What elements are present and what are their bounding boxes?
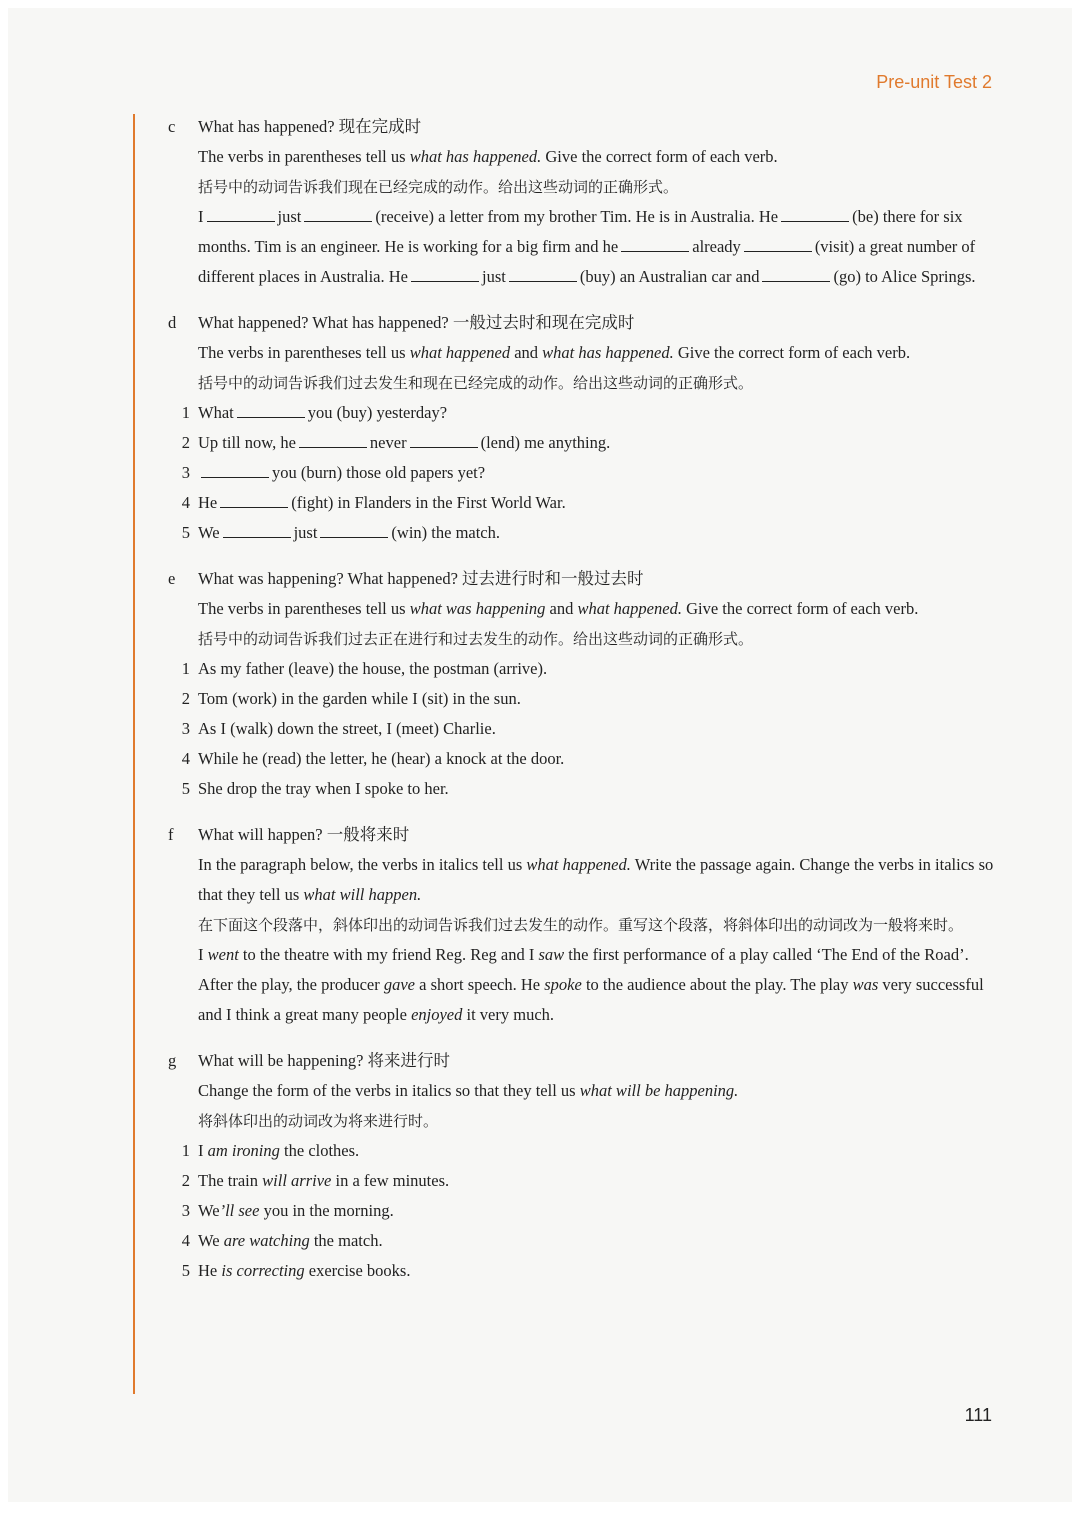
section-instruction: Change the form of the verbs in italics so that they tell us what will be happening.	[198, 1081, 739, 1100]
exercise-item: 4 He (fight) in Flanders in the First World War.	[181, 493, 566, 512]
exercise-item: 4 While he (read) the letter, he (hear) a knock at the door.	[181, 749, 565, 768]
answer-blank[interactable]	[621, 237, 689, 252]
section-letter: c	[168, 117, 176, 136]
exercise-item: 5 He is correcting exercise books.	[181, 1261, 411, 1280]
exercise-item: 1 I am ironing the clothes.	[181, 1141, 360, 1160]
answer-blank[interactable]	[201, 463, 269, 478]
section-title: What will be happening? 将来进行时	[198, 1051, 451, 1070]
page	[8, 8, 1072, 1502]
section-title: What will happen? 一般将来时	[198, 825, 410, 844]
exercise-item: 3 As I (walk) down the street, I (meet) Charlie.	[181, 719, 496, 738]
section-title: What has happened? 现在完成时	[198, 117, 422, 136]
section-instruction: In the paragraph below, the verbs in italics tell us what happened. Write the passage again. Change the verbs in italics so that they tell us what will happen.	[198, 855, 994, 904]
section-instruction: The verbs in parentheses tell us what happened and what has happened. Give the correct form of each verb.	[198, 343, 911, 362]
section-e	[168, 564, 998, 804]
answer-blank[interactable]	[411, 267, 479, 282]
answer-blank[interactable]	[762, 267, 830, 282]
passage: I went to the theatre with my friend Reg. Reg and I saw the first performance of a play called ‘The End of the Road’. After the play, the producer gave a short speech. He spoke to the audience about the play. The play was very successful and I think a great many people enjoyed it very much.	[198, 945, 984, 1024]
section-instruction: The verbs in parentheses tell us what was happening and what happened. Give the correct form of each verb.	[198, 599, 919, 618]
section-letter: e	[168, 569, 176, 588]
section-title: What was happening? What happened? 过去进行时和一般过去时	[198, 569, 644, 588]
exercise-content	[168, 112, 998, 1302]
answer-blank[interactable]	[207, 207, 275, 222]
exercise-item: 5 She drop the tray when I spoke to her.	[181, 779, 449, 798]
section-instruction-zh: 在下面这个段落中，斜体印出的动词告诉我们过去发生的动作。重写这个段落，将斜体印出的动词改为一般将来时。	[198, 916, 964, 934]
section-title: What happened? What has happened? 一般过去时和现在完成时	[198, 313, 635, 332]
section-letter: d	[168, 313, 177, 332]
answer-blank[interactable]	[304, 207, 372, 222]
exercise-item: 2 Tom (work) in the garden while I (sit) in the sun.	[181, 689, 521, 708]
answer-blank[interactable]	[223, 523, 291, 538]
answer-blank[interactable]	[299, 433, 367, 448]
section-instruction-zh: 括号中的动词告诉我们过去发生和现在已经完成的动作。给出这些动词的正确形式。	[198, 374, 754, 392]
section-letter: g	[168, 1051, 177, 1070]
exercise-item: 2 The train will arrive in a few minutes.	[181, 1171, 450, 1190]
exercise-item: 2 Up till now, he never (lend) me anything.	[181, 433, 611, 452]
answer-blank[interactable]	[781, 207, 849, 222]
section-d	[168, 308, 998, 548]
exercise-item: 1 As my father (leave) the house, the postman (arrive).	[181, 659, 548, 678]
answer-blank[interactable]	[220, 493, 288, 508]
section-instruction-zh: 括号中的动词告诉我们过去正在进行和过去发生的动作。给出这些动词的正确形式。	[198, 630, 754, 648]
section-f	[168, 820, 998, 1030]
exercise-item: 4 We are watching the match.	[181, 1231, 383, 1250]
answer-blank[interactable]	[237, 403, 305, 418]
section-instruction-zh: 将斜体印出的动词改为将来进行时。	[198, 1112, 439, 1130]
margin-rule	[133, 114, 135, 1394]
page-number: 111	[964, 1405, 992, 1425]
section-c	[168, 112, 998, 292]
exercise-item: 3 We’ll see you in the morning.	[181, 1201, 394, 1220]
section-instruction-zh: 括号中的动词告诉我们现在已经完成的动作。给出这些动词的正确形式。	[198, 178, 679, 196]
answer-blank[interactable]	[410, 433, 478, 448]
fill-in-paragraph: I just (receive) a letter from my brother Tim. He is in Australia. He (be) there for six months. Tim is an engineer. He is working for a big firm and he already (visit) a great number of different places in Australia. He just (buy) an Australian car and (go) to Alice Springs.	[198, 207, 976, 286]
exercise-item: 3 you (burn) those old papers yet?	[181, 463, 486, 482]
section-g	[168, 1046, 998, 1286]
exercise-item: 1 What you (buy) yesterday?	[181, 403, 448, 422]
exercise-item: 5 We just (win) the match.	[181, 523, 501, 542]
page-header: Pre-unit Test 2	[876, 72, 992, 92]
section-instruction: The verbs in parentheses tell us what has happened. Give the correct form of each verb.	[198, 147, 778, 166]
answer-blank[interactable]	[744, 237, 812, 252]
answer-blank[interactable]	[509, 267, 577, 282]
answer-blank[interactable]	[320, 523, 388, 538]
section-letter: f	[168, 825, 174, 844]
